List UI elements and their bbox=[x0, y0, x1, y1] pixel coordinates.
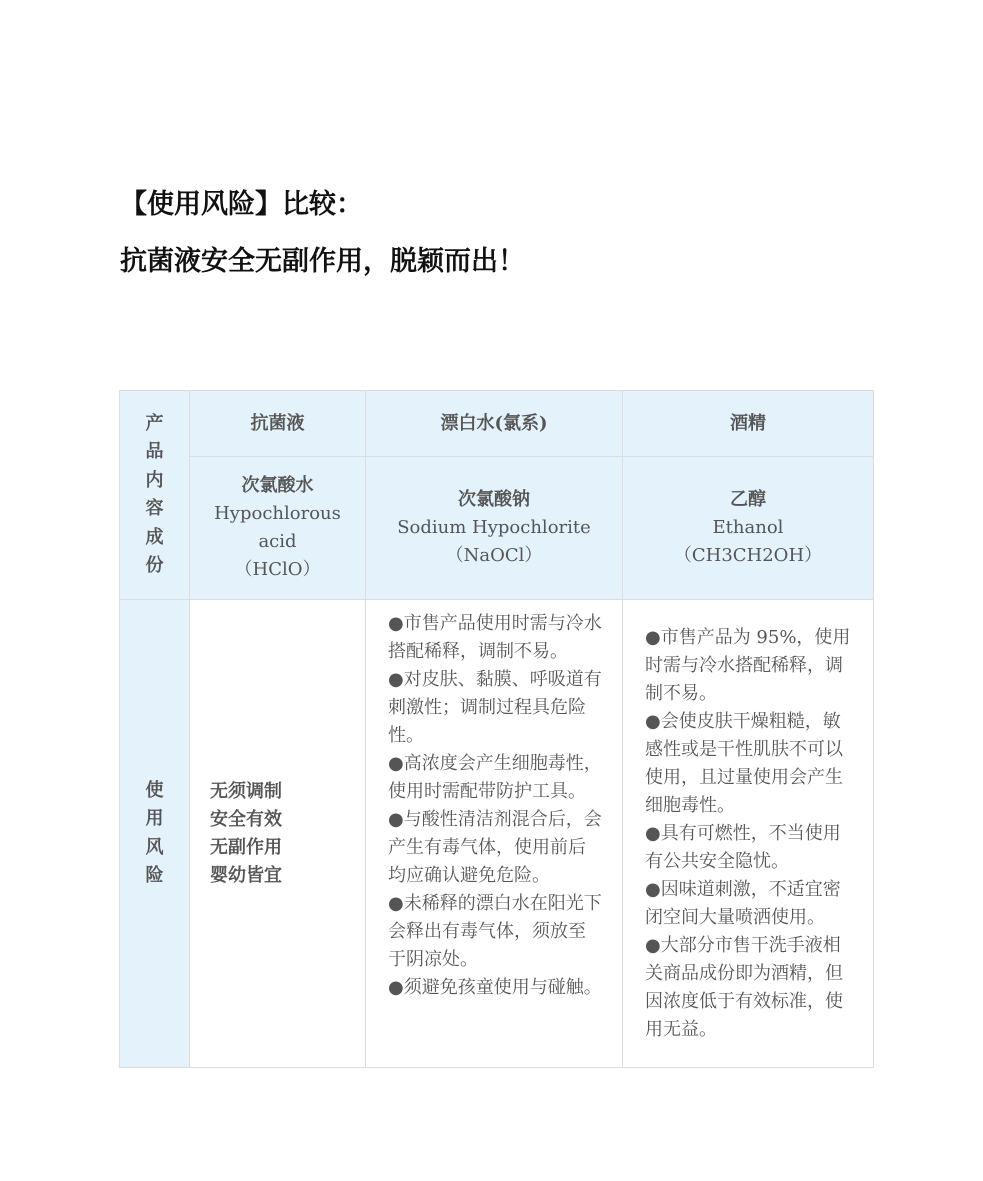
col-header-alcohol: 酒精 bbox=[623, 391, 874, 457]
table-row bbox=[120, 600, 874, 1068]
table-row bbox=[120, 457, 874, 600]
comparison-table bbox=[119, 390, 874, 1068]
vertical-char: 内 bbox=[145, 469, 164, 491]
ingredient-formula: （NaOCl） bbox=[445, 545, 543, 566]
risk-bleach bbox=[366, 600, 623, 1068]
vertical-char: 使 bbox=[145, 779, 164, 801]
row-header-risk-text bbox=[146, 777, 164, 891]
risk-highlight-line: 安全有效 bbox=[210, 808, 282, 830]
risk-highlight-line: 无须调制 bbox=[210, 780, 282, 802]
risk-highlight-line: 无副作用 bbox=[210, 836, 282, 858]
vertical-char: 品 bbox=[145, 441, 164, 462]
ingredient-en: Ethanol bbox=[712, 517, 784, 538]
vertical-char: 成 bbox=[145, 526, 164, 548]
row-header-product bbox=[120, 391, 190, 600]
ingredient-formula: （CH3CH2OH） bbox=[673, 545, 823, 566]
row-header-product-text bbox=[146, 410, 164, 581]
vertical-char: 险 bbox=[145, 865, 164, 886]
vertical-char: 用 bbox=[145, 808, 164, 829]
ingredient-en: Hypochlorous bbox=[214, 503, 341, 524]
ingredient-formula: （HClO） bbox=[234, 559, 321, 580]
vertical-char: 风 bbox=[145, 836, 164, 858]
ingredient-cn: 次氯酸水 bbox=[241, 475, 314, 496]
ingredient-cn: 乙醇 bbox=[730, 489, 766, 510]
col-header-antibacterial: 抗菌液 bbox=[190, 391, 366, 457]
risk-bullet: ●与酸性清洁剂混合后，会产生有毒气体，使用前后均应确认避免危险。 bbox=[388, 809, 602, 886]
risk-bullet: ●高浓度会产生细胞毒性，使用时需配带防护工具。 bbox=[388, 753, 602, 802]
risk-alcohol bbox=[623, 600, 874, 1068]
ingredient-bleach bbox=[366, 457, 623, 600]
risk-bullet: ●会使皮肤干燥粗糙，敏感性或是干性肌肤不可以使用，且过量使用会产生细胞毒性。 bbox=[645, 711, 843, 816]
risk-bullet: ●具有可燃性，不当使用有公共安全隐忧。 bbox=[645, 823, 841, 872]
risk-bullet: ●市售产品使用时需与冷水搭配稀释，调制不易。 bbox=[388, 613, 602, 662]
heading-line-2: 抗菌液安全无副作用，脱颖而出！ bbox=[120, 246, 525, 277]
ingredient-antibacterial bbox=[190, 457, 366, 600]
row-header-risk bbox=[120, 600, 190, 1068]
col-header-bleach: 漂白水(氯系) bbox=[366, 391, 623, 457]
risk-bullet: ●市售产品为 95%，使用时需与冷水搭配稀释，调制不易。 bbox=[645, 627, 851, 704]
heading-line-1: 【使用风险】比较： bbox=[120, 189, 363, 220]
vertical-char: 产 bbox=[145, 412, 164, 434]
risk-bullet: ●须避免孩童使用与碰触。 bbox=[388, 977, 602, 998]
risk-bullet: ●因味道刺激，不适宜密闭空间大量喷洒使用。 bbox=[645, 879, 841, 928]
risk-bullet: ●大部分市售干洗手液相关商品成份即为酒精，但因浓度低于有效标准，使用无益。 bbox=[645, 935, 843, 1040]
risk-highlight-line: 婴幼皆宜 bbox=[210, 864, 282, 886]
risk-antibacterial bbox=[190, 600, 366, 1068]
risk-bullet: ●未稀释的漂白水在阳光下会释出有毒气体，须放至于阴凉处。 bbox=[388, 893, 602, 970]
ingredient-alcohol bbox=[623, 457, 874, 600]
vertical-char: 份 bbox=[145, 555, 164, 576]
ingredient-cn: 次氯酸钠 bbox=[458, 489, 530, 510]
page-heading bbox=[120, 176, 525, 290]
table-row bbox=[120, 391, 874, 457]
ingredient-en: Sodium Hypochlorite bbox=[397, 517, 591, 538]
ingredient-en: acid bbox=[258, 531, 297, 552]
vertical-char: 容 bbox=[145, 498, 164, 519]
risk-bullet: ●对皮肤、黏膜、呼吸道有刺激性；调制过程具危险性。 bbox=[388, 669, 602, 746]
